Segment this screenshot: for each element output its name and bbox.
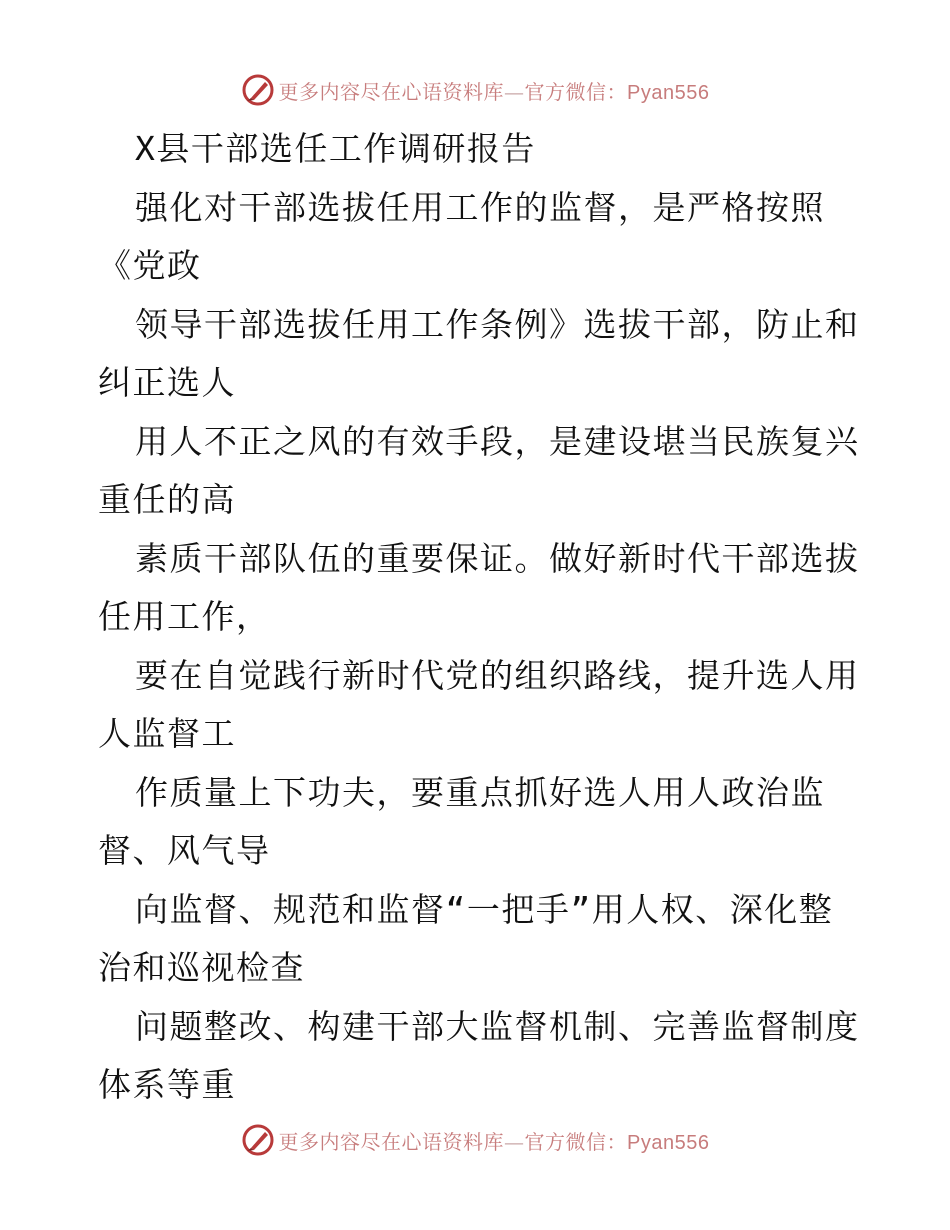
header-watermark	[0, 70, 950, 110]
text-line: 重任的高	[98, 480, 236, 519]
text-line: 督、风气导	[98, 831, 271, 870]
text-line: 《党政	[98, 246, 202, 285]
text-line: 治和巡视检查	[98, 948, 305, 987]
watermark-text: 更多内容尽在心语资料库—官方微信：Pyan556	[278, 1129, 710, 1154]
text-line: 问题整改、构建干部大监督机制、完善监督制度	[135, 1006, 860, 1046]
document-title: X县干部选任工作调研报告	[135, 129, 536, 168]
text-line: 领导干部选拔任用工作条例》选拔干部，防止和	[135, 304, 860, 344]
text-line: 体系等重	[98, 1065, 236, 1104]
text-line: 要在自觉践行新时代党的组织路线，提升选人用	[135, 655, 860, 695]
text-line: 人监督工	[98, 714, 236, 753]
document-body	[98, 120, 858, 1115]
text-line: 向监督、规范和监督“一把手”用人权、深化整	[135, 889, 834, 929]
watermark-text: 更多内容尽在心语资料库—官方微信：Pyan556	[278, 79, 710, 104]
text-line: 用人不正之风的有效手段，是建设堪当民族复兴	[135, 421, 860, 461]
text-line: 任用工作，	[98, 597, 271, 636]
quill-logo-icon	[241, 1123, 275, 1157]
quill-logo-icon	[241, 73, 275, 107]
footer-watermark	[0, 1120, 950, 1160]
text-line: 作质量上下功夫，要重点抓好选人用人政治监	[135, 772, 825, 812]
text-line: 纠正选人	[98, 363, 236, 402]
text-line: 素质干部队伍的重要保证。做好新时代干部选拔	[135, 538, 860, 578]
text-line: 强化对干部选拔任用工作的监督，是严格按照	[135, 187, 825, 227]
